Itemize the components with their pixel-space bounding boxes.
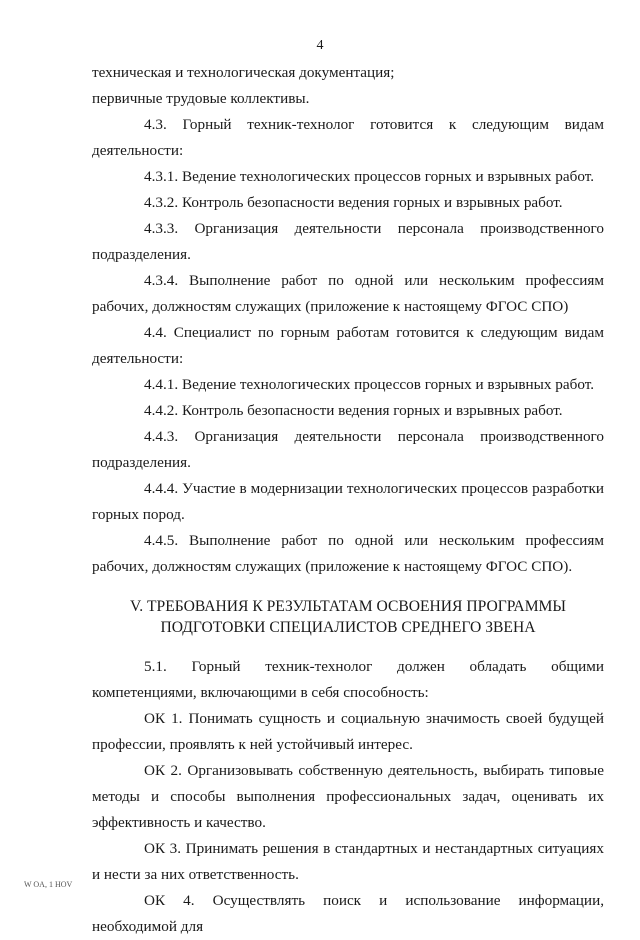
- paragraph: ОК 3. Принимать решения в стандартных и нестандартных ситуациях и нести за них ответственность.: [92, 840, 604, 883]
- paragraph: 4.4.4. Участие в модернизации технологических процессов разработки горных пород.: [92, 480, 604, 523]
- paragraph: 4.4.3. Организация деятельности персонала производственного подразделения.: [92, 428, 604, 471]
- paragraph: 5.1. Горный техник-технолог должен обладать общими компетенциями, включающими в себя способность:: [92, 658, 604, 701]
- paragraph: ОК 4. Осуществлять поиск и использование информации, необходимой для: [92, 892, 604, 935]
- page-number: 4: [316, 38, 324, 53]
- section-heading-line: ПОДГОТОВКИ СПЕЦИАЛИСТОВ СРЕДНЕГО ЗВЕНА: [160, 619, 536, 636]
- document-body: [92, 60, 604, 940]
- paragraph: первичные трудовые коллективы.: [92, 90, 310, 107]
- footer-mark: W OA, 1 HOV: [24, 880, 73, 889]
- paragraph: ОК 1. Понимать сущность и социальную значимость своей будущей профессии, проявлять к ней устойчивый интерес.: [92, 710, 604, 753]
- paragraph: 4.4.5. Выполнение работ по одной или нескольким профессиям рабочих, должностям служащих (приложение к настоящему ФГОС СПО).: [92, 532, 604, 575]
- paragraph: 4.4. Специалист по горным работам готовится к следующим видам деятельности:: [92, 324, 604, 367]
- paragraph: 4.3.3. Организация деятельности персонала производственного подразделения.: [92, 220, 604, 263]
- section-heading: [92, 596, 604, 638]
- paragraph: 4.3.1. Ведение технологических процессов горных и взрывных работ.: [144, 168, 595, 185]
- paragraph: техническая и технологическая документация;: [92, 64, 395, 81]
- section-heading-line: V. ТРЕБОВАНИЯ К РЕЗУЛЬТАТАМ ОСВОЕНИЯ ПРОГРАММЫ: [129, 598, 567, 615]
- paragraph: 4.3.2. Контроль безопасности ведения горных и взрывных работ.: [144, 194, 563, 211]
- paragraph: 4.3. Горный техник-технолог готовится к следующим видам деятельности:: [92, 116, 604, 159]
- paragraph: 4.3.4. Выполнение работ по одной или нескольким профессиям рабочих, должностям служащих (приложение к настоящему ФГОС СПО): [92, 272, 604, 315]
- paragraph: 4.4.2. Контроль безопасности ведения горных и взрывных работ.: [144, 402, 563, 419]
- paragraph: ОК 2. Организовывать собственную деятельность, выбирать типовые методы и способы выполнения профессиональных задач, оценивать их эффективность и качество.: [92, 762, 604, 831]
- paragraph: 4.4.1. Ведение технологических процессов горных и взрывных работ.: [144, 376, 595, 393]
